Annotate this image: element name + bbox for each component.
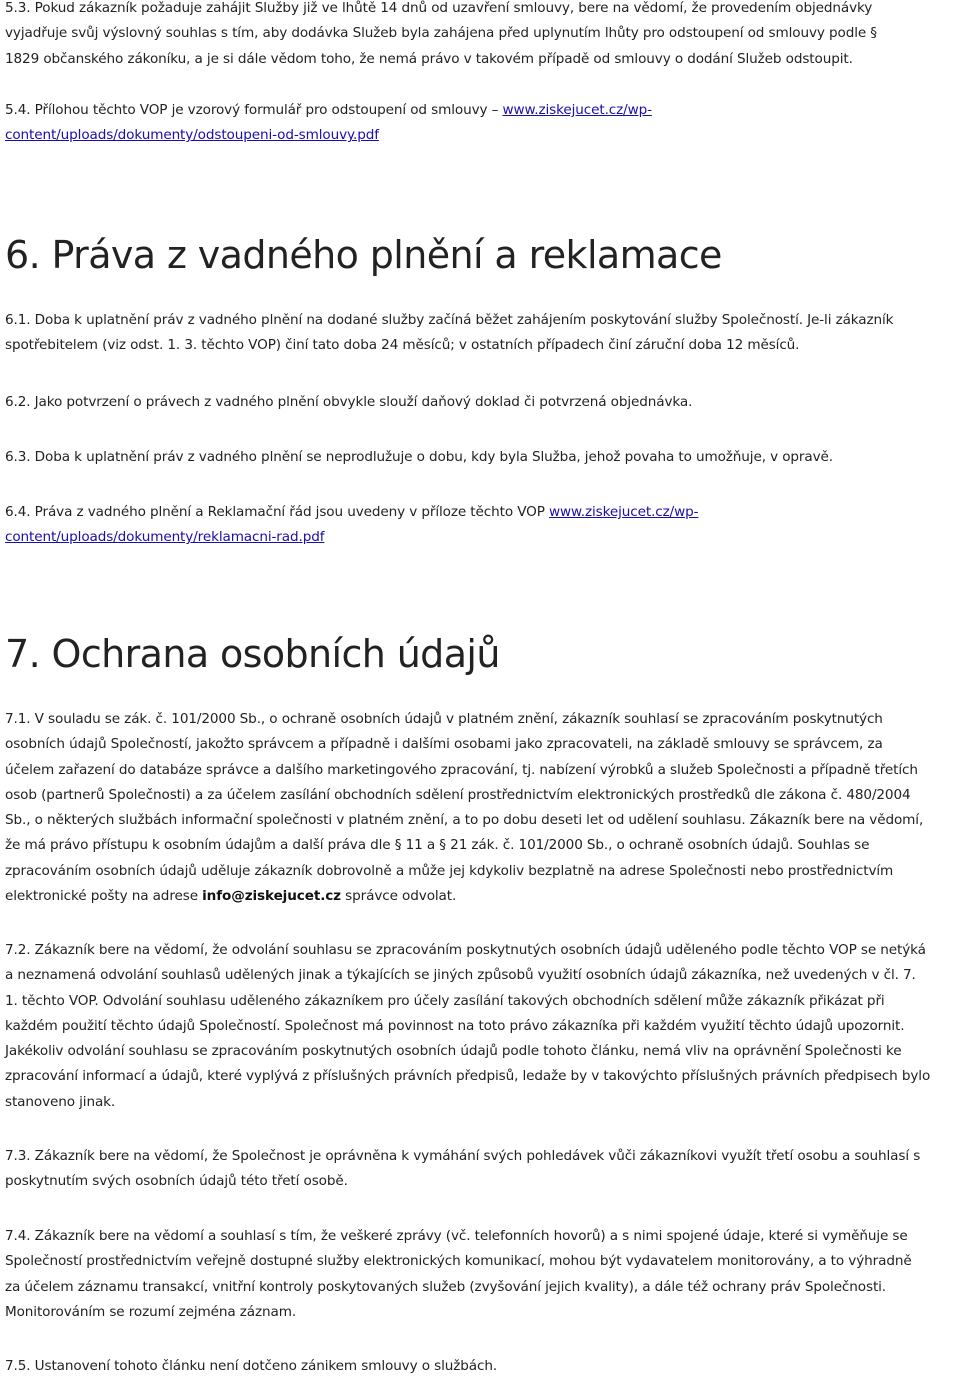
text-line: zpracováním osobních údajů uděluje zákazník dobrovolně a může jej kdykoliv bezplatně na adrese Společnosti nebo prostřednictvím	[5, 862, 894, 879]
text-line: každém použití těchto údajů Společností. Společnost má povinnost na toto právo zákazníka při každém využití těchto údajů upozornit.	[5, 1017, 905, 1034]
text-line: spotřebitelem (viz odst. 1. 3. těchto VOP) činí tato doba 24 měsíců; v ostatních případech činí záruční doba 12 měsíců.	[5, 337, 800, 354]
text-line: 6.3. Doba k uplatnění práv z vadného plnění se neprodlužuje o dobu, kdy byla Služba, jehož povaha to umožňuje, v opravě.	[5, 449, 833, 465]
text-line: Jakékoliv odvolání souhlasu se zpracováním poskytnutých osobních údajů podle tohoto článku, nemá vliv na oprávnění Společnosti ke	[5, 1043, 902, 1060]
text-line: účelem zařazení do databáze správce a dalšího marketingového zpracování, tj. nabízení výrobků a služeb Společnosti a případně třetích	[5, 761, 918, 778]
paragraph-6-2	[5, 390, 955, 415]
text-line: osobních údajů Společností, jakožto správcem a případně i dalšími osobami jako zpracovateli, na základě smlouvy se správcem, za	[5, 736, 883, 753]
paragraph-7-4	[5, 1224, 955, 1325]
paragraph-6-1	[5, 308, 955, 359]
text-line: vyjadřuje svůj výslovný souhlas s tím, aby dodávka Služeb byla zahájena před uplynutím lhůty pro odstoupení od smlouvy podle §	[5, 25, 877, 42]
paragraph-5-4	[5, 98, 955, 149]
paragraph-7-3	[5, 1144, 955, 1195]
text-line: 6.4. Práva z vadného plnění a Reklamační řád jsou uvedeny v příloze těchto VOP	[5, 504, 550, 520]
text-line: 7.3. Zákazník bere na vědomí, že Společnost je oprávněna k vymáhání svých pohledávek vůči zákazníkovi využít třetí osobu a souhlasí s	[5, 1148, 921, 1164]
text-line: 5.4. Přílohou těchto VOP je vzorový formulář pro odstoupení od smlouvy –	[5, 102, 503, 118]
text-line: a neznamená odvolání souhlasů udělených jinak a týkajících se jiných způsobů využití osobních údajů zákazníka, než uvedených v čl. 7.	[5, 967, 916, 984]
text-line	[5, 884, 955, 909]
section-6-heading: 6. Práva z vadného plnění a reklamace	[5, 233, 722, 277]
text-line: poskytnutím svých osobních údajů této třetí osobě.	[5, 1173, 348, 1190]
text-fragment: správce odvolat.	[340, 888, 457, 905]
text-line: osob (partnerů Společnosti) a za účelem zasílání obchodních sdělení prostřednictvím elektronických prostředků dle zákona č. 480/2004	[5, 786, 911, 803]
complaint-rules-link[interactable]: www.ziskejucet.cz/wp-	[549, 504, 699, 520]
text-line: 1829 občanského zákoníku, a je si dále vědom toho, že nemá právo v takovém případě od smlouvy o dodání Služeb odstoupit.	[5, 50, 853, 67]
text-line: Sb., o některých službách informační společnosti v platném znění, a to po dobu deseti let od udělení souhlasu. Zákazník bere na vědomí,	[5, 812, 924, 829]
text-fragment: elektronické pošty na adrese	[5, 888, 203, 905]
withdrawal-form-link[interactable]: www.ziskejucet.cz/wp-	[502, 102, 652, 118]
text-line: 1. těchto VOP. Odvolání souhlasu uděleného zákazníkem pro účely zasílání takových obchodních sdělení může zákazník přikázat při	[5, 992, 885, 1009]
text-line: 7.2. Zákazník bere na vědomí, že odvolání souhlasu se zpracováním poskytnutých osobních údajů uděleného podle těchto VOP se netýká	[5, 942, 926, 958]
text-line: za účelem záznamu transakcí, vnitřní kontroly poskytovaných služeb (zvyšování jejich kvality), a dále též ochrany práv Společnosti.	[5, 1278, 887, 1295]
complaint-rules-link-cont[interactable]: content/uploads/dokumenty/reklamacni-rad.pdf	[5, 529, 325, 546]
text-line: 7.4. Zákazník bere na vědomí a souhlasí s tím, že veškeré zprávy (vč. telefonních hovorů) a s nimi spojené údaje, které si vyměňuje se	[5, 1228, 908, 1244]
text-line: 6.2. Jako potvrzení o právech z vadného plnění obvykle slouží daňový doklad či potvrzená objednávka.	[5, 394, 693, 410]
text-line: zpracování informací a údajů, které vyplývá z příslušných právních předpisů, ledaže by v takovýchto příslušných právních předpisech bylo	[5, 1068, 931, 1085]
text-line: že má právo přístupu k osobním údajům a další práva dle § 11 a § 21 zák. č. 101/2000 Sb., o ochraně osobních údajů. Souhlas se	[5, 837, 870, 854]
paragraph-7-1	[5, 707, 955, 909]
text-line: 7.5. Ustanovení tohoto článku není dotčeno zánikem smlouvy o službách.	[5, 1358, 498, 1374]
paragraph-5-3	[5, 0, 955, 72]
paragraph-7-2	[5, 938, 955, 1115]
section-7-heading: 7. Ochrana osobních údajů	[5, 632, 500, 676]
paragraph-6-4	[5, 500, 955, 551]
text-line: 5.3. Pokud zákazník požaduje zahájit Služby již ve lhůtě 14 dnů od uzavření smlouvy, bere na vědomí, že provedením objednávky	[5, 0, 873, 16]
text-line: stanoveno jinak.	[5, 1093, 116, 1110]
text-line: Společností prostřednictvím veřejně dostupné služby elektronických komunikací, mohou být vydavatelem monitorovány, a to výhradně	[5, 1253, 912, 1270]
contact-email: info@ziskejucet.cz	[202, 888, 341, 905]
text-line: Monitorováním se rozumí zejména záznam.	[5, 1303, 297, 1320]
text-line: 7.1. V souladu se zák. č. 101/2000 Sb., o ochraně osobních údajů v platném znění, zákazník souhlasí se zpracováním poskytnutých	[5, 711, 883, 727]
withdrawal-form-link-cont[interactable]: content/uploads/dokumenty/odstoupeni-od-smlouvy.pdf	[5, 127, 379, 144]
paragraph-7-5	[5, 1354, 955, 1379]
text-line: 6.1. Doba k uplatnění práv z vadného plnění na dodané služby začíná běžet zahájením poskytování služby Společností. Je-li zákazník	[5, 312, 894, 328]
paragraph-6-3	[5, 445, 955, 470]
